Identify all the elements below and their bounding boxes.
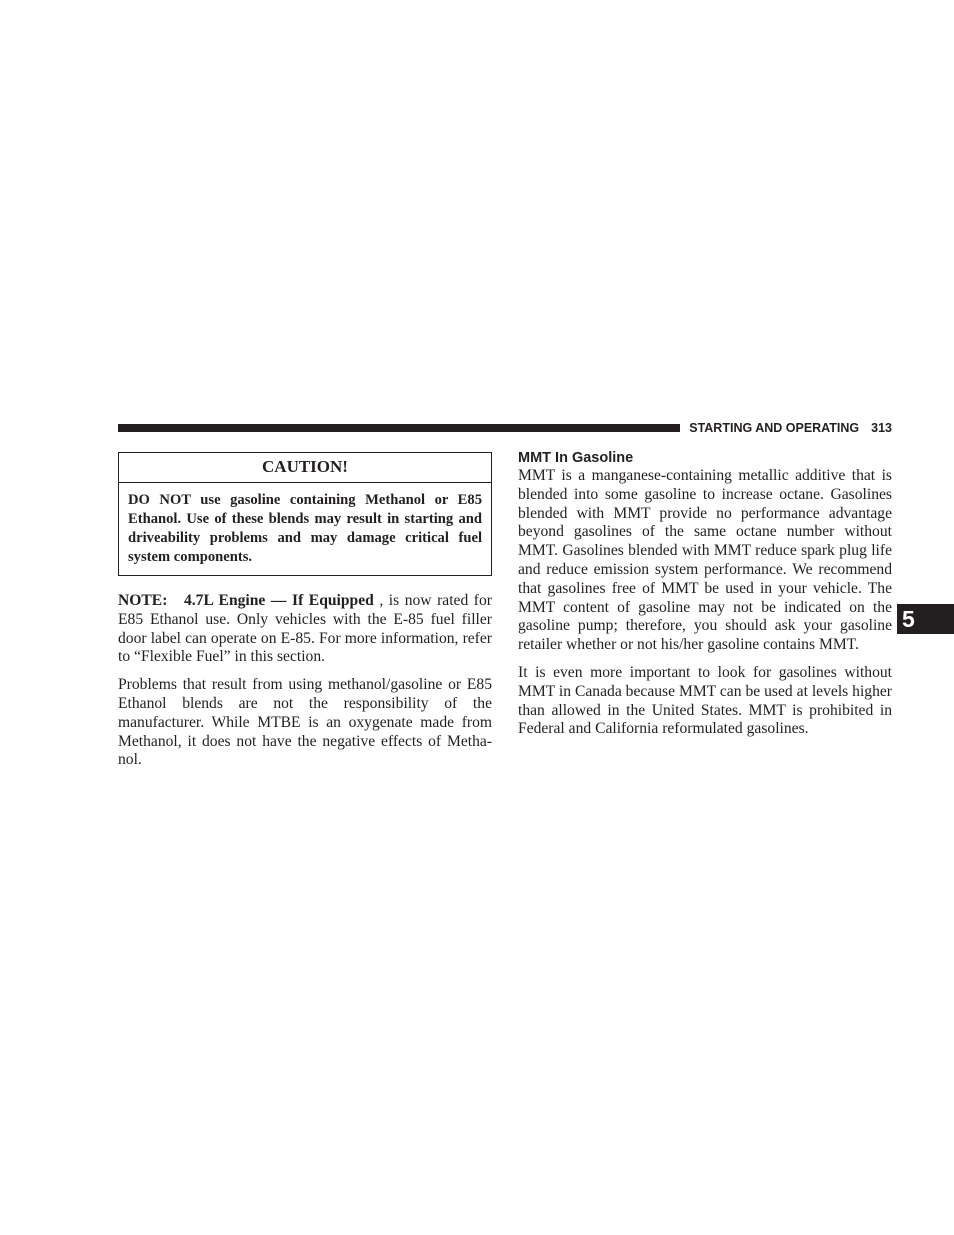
- note-label: NOTE:: [118, 592, 168, 609]
- chapter-tab: 5: [897, 604, 954, 634]
- note-text: , is now rated for E85 Ethanol use. Only vehicles with the E-85 fuel filler door label can operate on E-85. For more information, refer to “Flexible Fuel” in this section.: [118, 592, 492, 666]
- caution-text: DO NOT use gasoline containing Methanol or E85 Ethanol. Use of these blends may result in starting and driveability problems and may damage critical fuel system components.: [128, 492, 482, 565]
- header-rule: [118, 424, 680, 432]
- running-header: [688, 420, 892, 436]
- page-number: 313: [871, 421, 892, 435]
- section-title: STARTING AND OPERATING: [689, 421, 860, 435]
- right-column: [518, 449, 892, 748]
- section-heading: MMT In Gasoline: [518, 450, 634, 466]
- caution-box: [118, 452, 492, 576]
- mmt-paragraph-2: It is even more important to look for gasolines without MMT in Canada because MMT can be used at levels higher than allowed in the United States. MMT is prohibited in Federal and California reformulated gasolines.: [518, 663, 892, 738]
- mmt-paragraph-1: MMT is a manganese-containing metallic additive that is blended into some gasoline to increase octane. Gasolines blended with MMT provide no performance advantage beyond gasolines of the same octane number without MMT. Gasolines blended with MMT reduce spark plug life and reduce emission system performance. We recommend that gasolines free of MMT be used in your vehicle. The MMT content of gasoline may not be indicated on the gasoline pump; therefore, you should ask your gasoline retailer whether or not his/her gasoline contains MMT.: [518, 467, 892, 654]
- note-engine: 4.7L Engine — If Equipped: [183, 592, 374, 609]
- note-paragraph: [118, 592, 492, 667]
- left-column: [118, 592, 492, 779]
- methanol-paragraph: Problems that result from using methanol/gasoline or E85 Ethanol blends are not the responsibility of the manufacturer. While MTBE is an oxygenate made from Methanol, it does not have the negative effects of Methanol.: [118, 676, 492, 769]
- caution-title: CAUTION!: [119, 453, 491, 483]
